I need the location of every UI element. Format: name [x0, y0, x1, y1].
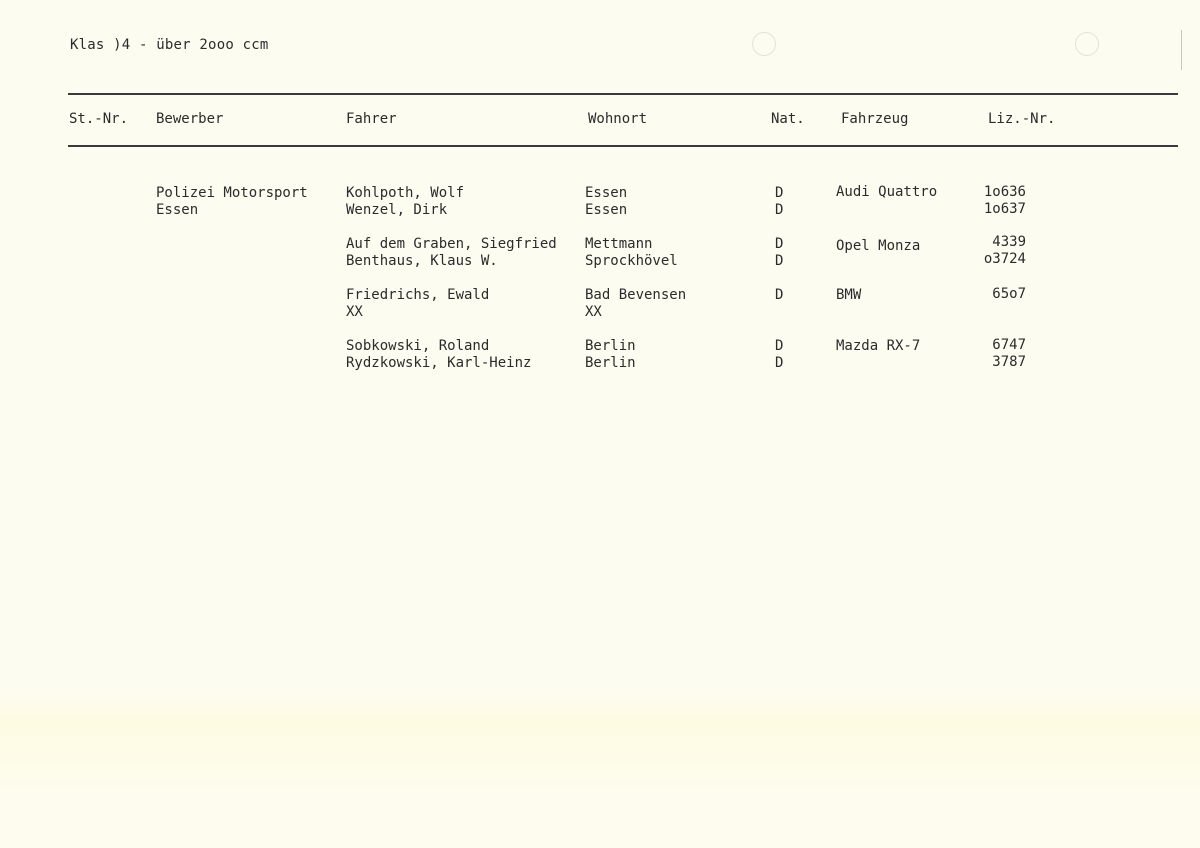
- wohnort-cell: Essen: [585, 202, 628, 218]
- page-edge-mark: [1181, 30, 1182, 70]
- header-bottom-rule: [68, 145, 1178, 147]
- punch-hole-mark: [1075, 32, 1099, 56]
- header-liz-nr: Liz.-Nr.: [988, 111, 1056, 127]
- fahrer-cell: XX: [346, 304, 363, 320]
- fahrer-cell: Friedrichs, Ewald: [346, 287, 490, 303]
- nat-cell: D: [775, 338, 784, 354]
- nat-cell: D: [775, 287, 784, 303]
- fahrer-cell: Kohlpoth, Wolf: [346, 185, 465, 201]
- liz-nr-cell: 1o637: [983, 201, 1026, 217]
- nat-cell: D: [775, 253, 784, 269]
- header-nat: Nat.: [771, 111, 805, 127]
- wohnort-cell: Berlin: [585, 338, 636, 354]
- header-fahrer: Fahrer: [346, 111, 397, 127]
- header-st-nr: St.-Nr.: [69, 111, 129, 127]
- nat-cell: D: [775, 355, 784, 371]
- liz-nr-cell: 1o636: [983, 184, 1026, 200]
- header-fahrzeug: Fahrzeug: [841, 111, 909, 127]
- wohnort-cell: Essen: [585, 185, 628, 201]
- bewerber-cell: Essen: [156, 202, 199, 218]
- liz-nr-cell: 6747: [992, 337, 1026, 353]
- fahrzeug-cell: Mazda RX-7: [836, 338, 921, 354]
- wohnort-cell: Bad Bevensen: [585, 287, 687, 303]
- page-title: Klas )4 - über 2ooo ccm: [70, 37, 269, 53]
- wohnort-cell: XX: [585, 304, 602, 320]
- liz-nr-cell: o3724: [983, 251, 1026, 267]
- wohnort-cell: Sprockhövel: [585, 253, 678, 269]
- wohnort-cell: Berlin: [585, 355, 636, 371]
- liz-nr-cell: 4339: [992, 234, 1026, 250]
- nat-cell: D: [775, 185, 784, 201]
- fahrer-cell: Benthaus, Klaus W.: [346, 253, 498, 269]
- wohnort-cell: Mettmann: [585, 236, 653, 252]
- header-top-rule: [68, 93, 1178, 95]
- fahrer-cell: Sobkowski, Roland: [346, 338, 490, 354]
- punch-hole-mark: [752, 32, 776, 56]
- header-bewerber: Bewerber: [156, 111, 224, 127]
- fahrzeug-cell: Audi Quattro: [836, 184, 938, 200]
- fahrer-cell: Rydzkowski, Karl-Heinz: [346, 355, 532, 371]
- fahrer-cell: Auf dem Graben, Siegfried: [346, 236, 557, 252]
- liz-nr-cell: 65o7: [992, 286, 1026, 302]
- header-wohnort: Wohnort: [588, 111, 648, 127]
- fahrer-cell: Wenzel, Dirk: [346, 202, 448, 218]
- nat-cell: D: [775, 202, 784, 218]
- nat-cell: D: [775, 236, 784, 252]
- fahrzeug-cell: BMW: [836, 287, 862, 303]
- fahrzeug-cell: Opel Monza: [836, 238, 921, 254]
- liz-nr-cell: 3787: [992, 354, 1026, 370]
- bewerber-cell: Polizei Motorsport: [156, 185, 308, 201]
